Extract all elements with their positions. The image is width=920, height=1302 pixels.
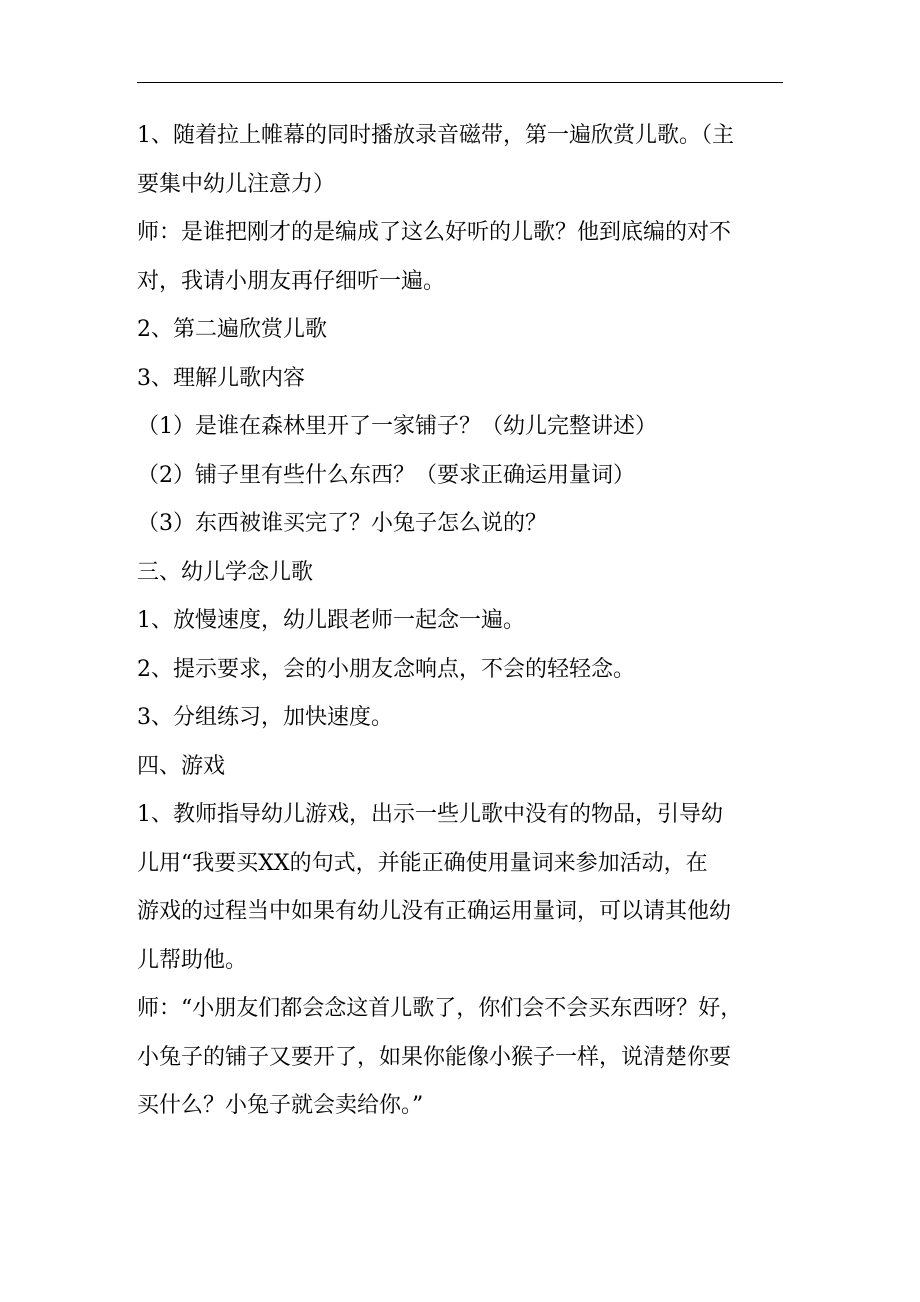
- text-line: 2、第二遍欣赏儿歌: [137, 317, 327, 342]
- document-body: [137, 112, 787, 1131]
- text-line: （2）铺子里有些什么东西？（要求正确运用量词）: [137, 462, 635, 488]
- text-line: 师：“小朋友们都会念这首儿歌了，你们会不会买东西呀？好，: [137, 996, 743, 1021]
- text-line: （1）是谁在森林里开了一家铺子？（幼儿完整讲述）: [137, 414, 657, 439]
- text-line: 1、随着拉上帷幕的同时播放录音磁带，第一遍欣赏儿歌。（主: [137, 123, 734, 148]
- text-line: 买什么？小兔子就会卖给你。”: [137, 1093, 424, 1118]
- text-line: 1、教师指导幼儿游戏，出示一些儿歌中没有的物品，引导幼: [137, 802, 723, 827]
- text-line: 3、分组练习，加快速度。: [137, 705, 393, 730]
- text-line: 3、理解儿歌内容: [137, 365, 305, 391]
- text-line: 对，我请小朋友再仔细听一遍。: [137, 268, 446, 294]
- text-line: 师：是谁把刚才的是编成了这么好听的儿歌？他到底编的对不: [137, 220, 732, 245]
- text-line: 游戏的过程当中如果有幼儿没有正确运用量词，可以请其他幼: [137, 899, 732, 924]
- text-line: 儿用“我要买XX的句式，并能正确使用量词来参加活动，在: [137, 850, 708, 876]
- header-rule: [137, 82, 783, 83]
- text-line: 三、幼儿学念儿歌: [137, 559, 314, 585]
- text-line: 1、放慢速度，幼儿跟老师一起念一遍。: [137, 608, 525, 633]
- text-line: 要集中幼儿注意力）: [137, 171, 336, 197]
- text-line: 儿帮助他。: [137, 947, 248, 973]
- text-line: （3）东西被谁买完了？小兔子怎么说的？: [137, 511, 547, 536]
- text-line: 四、游戏: [137, 753, 226, 779]
- text-line: 2、提示要求，会的小朋友念响点，不会的轻轻念。: [137, 656, 635, 682]
- text-line: 小兔子的铺子又要开了，如果你能像小猴子一样，说清楚你要: [137, 1044, 732, 1070]
